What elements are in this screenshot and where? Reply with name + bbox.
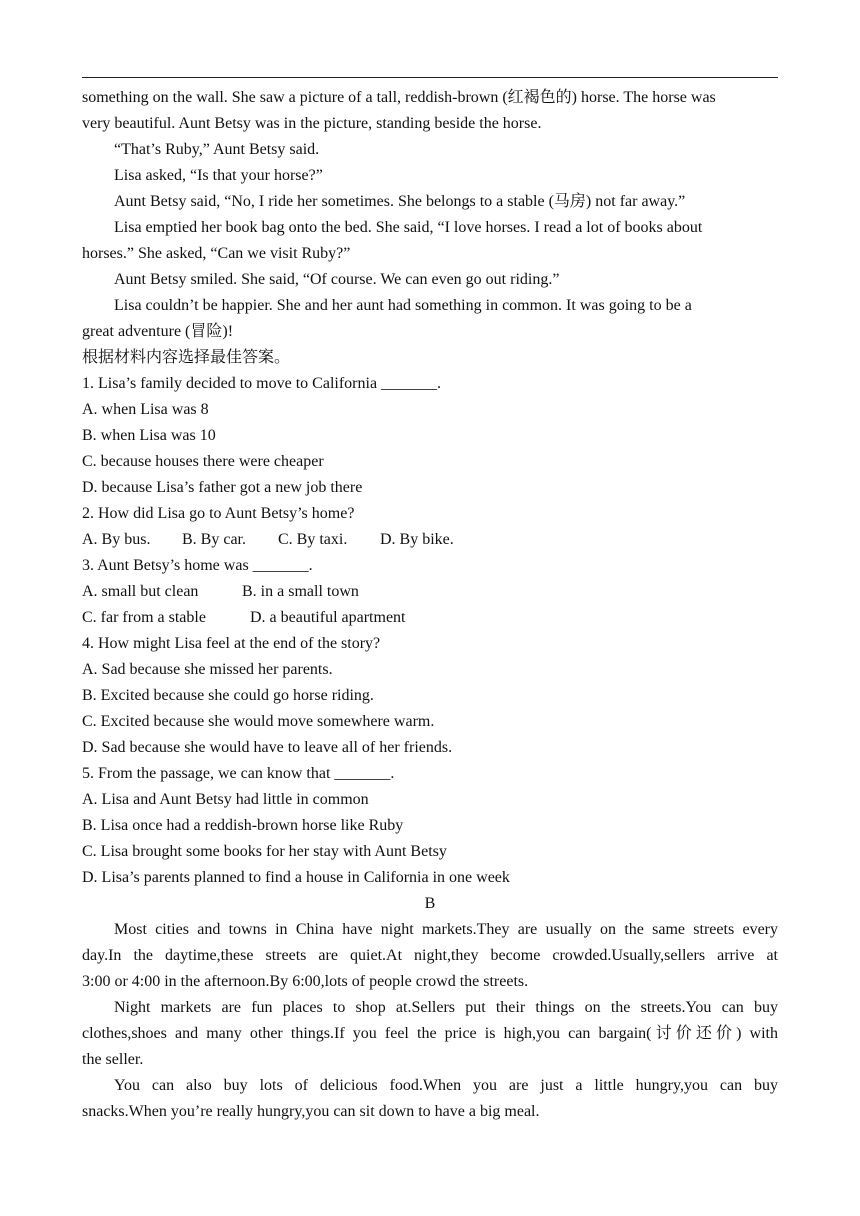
option: A. when Lisa was 8 [82, 401, 209, 418]
option: C. far from a stable [82, 609, 206, 626]
question-3-options [82, 579, 778, 605]
passage-line: horses.” She asked, “Can we visit Ruby?” [82, 245, 351, 262]
option: D. because Lisa’s father got a new job there [82, 479, 363, 496]
header-rule [82, 77, 778, 78]
option: D. a beautiful apartment [250, 609, 406, 626]
option: A. By bus. [82, 531, 151, 548]
option: A. Sad because she missed her parents. [82, 661, 333, 678]
passage-b-line: the seller. [82, 1051, 144, 1068]
question-2-options [82, 527, 778, 553]
passage-line: Aunt Betsy said, “No, I ride her sometimes. She belongs to a stable (马房) not far away.” [114, 193, 686, 210]
option: B. Lisa once had a reddish-brown horse like Ruby [82, 817, 404, 834]
passage-b-line: 3:00 or 4:00 in the afternoon.By 6:00,lots of people crowd the streets. [82, 973, 529, 990]
option: C. Excited because she would move somewhere warm. [82, 713, 435, 730]
passage-line: very beautiful. Aunt Betsy was in the picture, standing beside the horse. [82, 115, 542, 132]
document-page [82, 85, 778, 1125]
passage-line: Aunt Betsy smiled. She said, “Of course. We can even go out riding.” [114, 271, 560, 288]
option: A. small but clean [82, 583, 199, 600]
question-3: 3. Aunt Betsy’s home was _______. [82, 557, 313, 574]
option: B. when Lisa was 10 [82, 427, 216, 444]
question-2: 2. How did Lisa go to Aunt Betsy’s home? [82, 505, 355, 522]
option: D. Lisa’s parents planned to find a house in California in one week [82, 869, 510, 886]
passage-b-line: Night markets are fun places to shop at.Sellers put their things on the streets.You can buy [114, 999, 778, 1016]
option: C. because houses there were cheaper [82, 453, 324, 470]
passage-b-line: Most cities and towns in China have night markets.They are usually on the same streets every [114, 921, 778, 938]
passage-line: Lisa emptied her book bag onto the bed. She said, “I love horses. I read a lot of books about [114, 219, 703, 236]
section-heading: B [424, 895, 436, 912]
passage-line: something on the wall. She saw a picture of a tall, reddish-brown (红褐色的) horse. The horse was [82, 89, 716, 106]
option: B. By car. [182, 531, 246, 548]
passage-b-line: snacks.When you’re really hungry,you can sit down to have a big meal. [82, 1103, 540, 1120]
question-5: 5. From the passage, we can know that _______. [82, 765, 395, 782]
option: B. Excited because she could go horse riding. [82, 687, 374, 704]
option: C. Lisa brought some books for her stay with Aunt Betsy [82, 843, 447, 860]
option: D. By bike. [380, 531, 454, 548]
option: A. Lisa and Aunt Betsy had little in common [82, 791, 369, 808]
passage-line: “That’s Ruby,” Aunt Betsy said. [114, 141, 320, 158]
passage-line: Lisa couldn’t be happier. She and her aunt had something in common. It was going to be a [114, 297, 692, 314]
option: C. By taxi. [278, 531, 348, 548]
option: D. Sad because she would have to leave all of her friends. [82, 739, 453, 756]
passage-b-line: clothes,shoes and many other things.If you feel the price is high,you can bargain(讨价还价) with [82, 1025, 778, 1042]
passage-b-line: You can also buy lots of delicious food.When you are just a little hungry,you can buy [114, 1077, 778, 1094]
passage-line: Lisa asked, “Is that your horse?” [114, 167, 323, 184]
question-4: 4. How might Lisa feel at the end of the story? [82, 635, 381, 652]
passage-b-line: day.In the daytime,these streets are quiet.At night,they become crowded.Usually,sellers arrive at [82, 947, 778, 964]
instructions: 根据材料内容选择最佳答案。 [82, 349, 291, 366]
question-3-options [82, 605, 778, 631]
option: B. in a small town [242, 583, 359, 600]
question-1: 1. Lisa’s family decided to move to California _______. [82, 375, 442, 392]
passage-line: great adventure (冒险)! [82, 323, 234, 340]
